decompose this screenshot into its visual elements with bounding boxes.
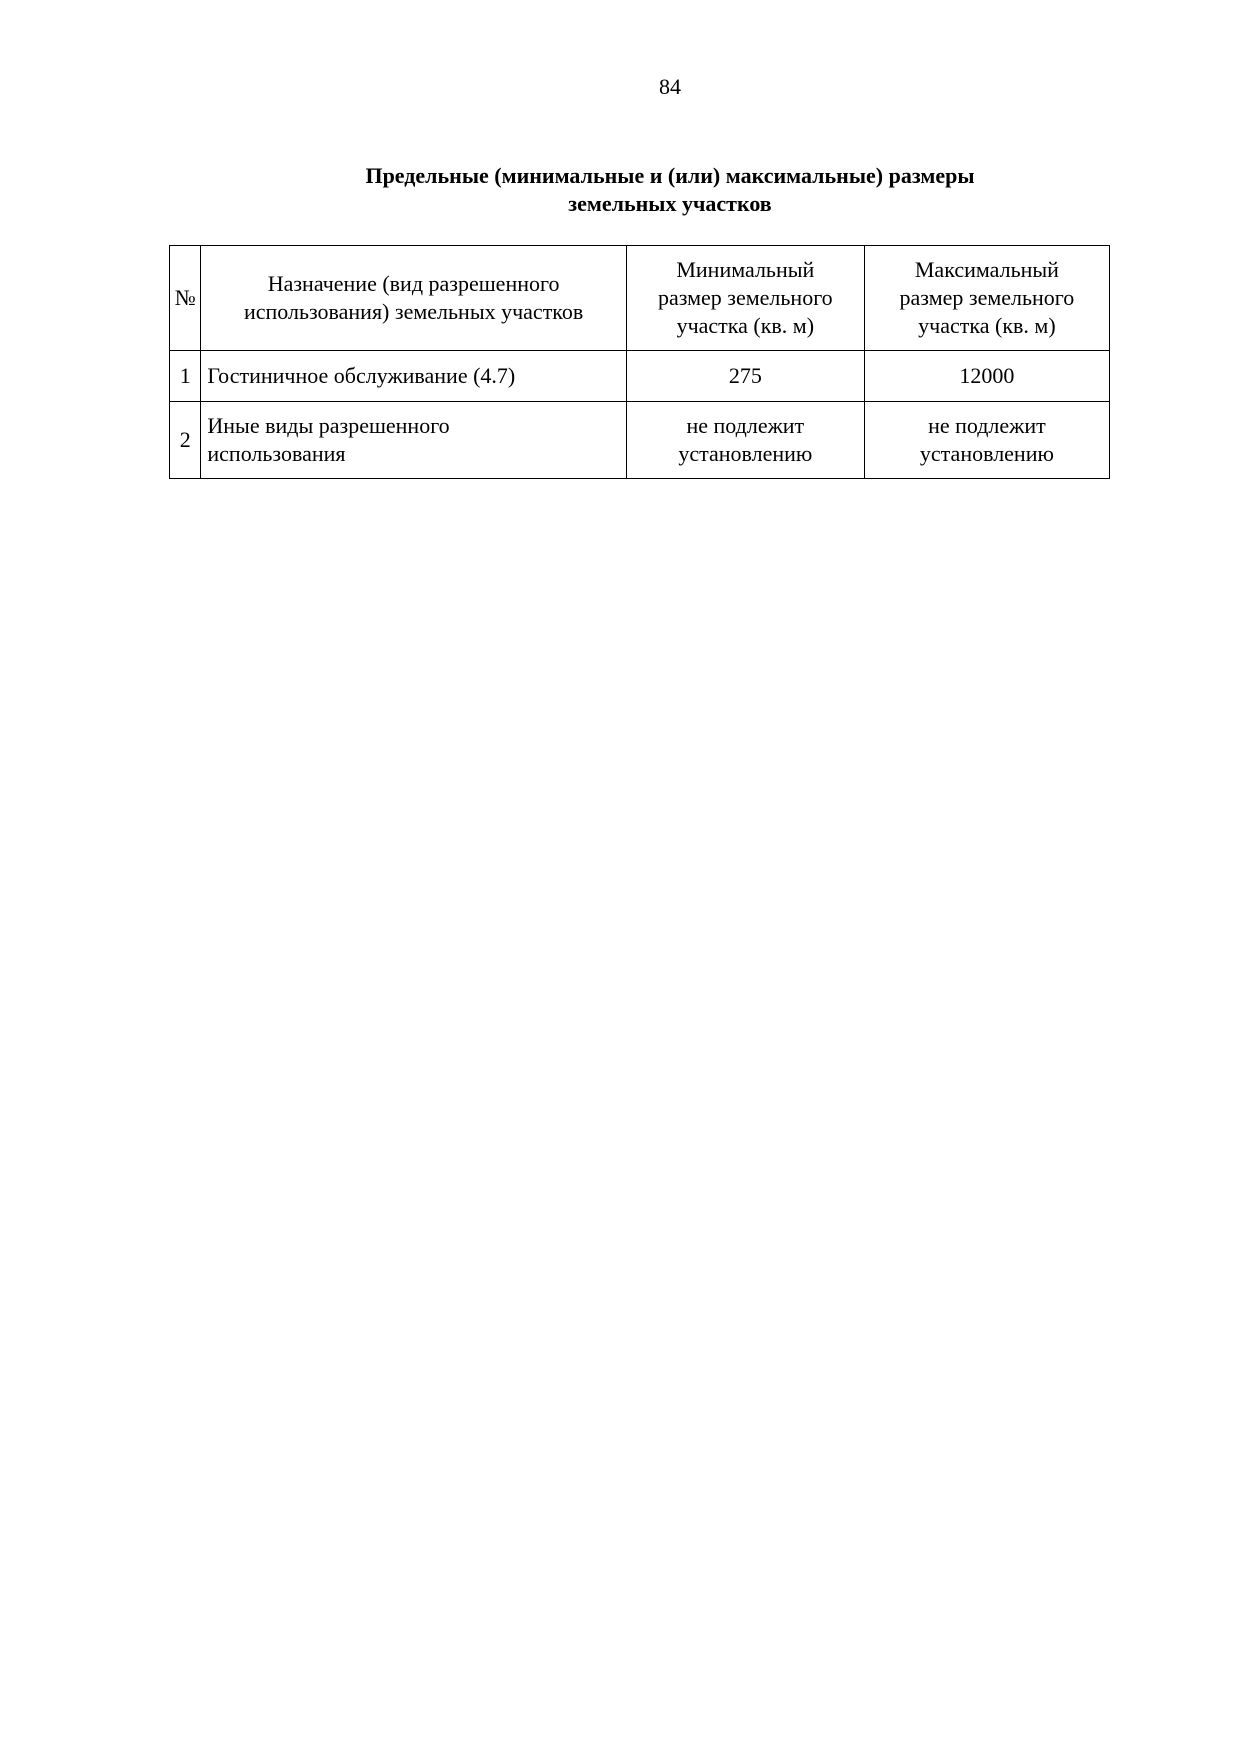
row-min-size <box>626 402 864 479</box>
header-max-line: Максимальный <box>914 257 1059 282</box>
row-number: 2 <box>170 402 201 479</box>
table-row <box>170 351 1110 402</box>
header-purpose-line: Назначение (вид разрешенного <box>267 271 560 296</box>
page-number: 84 <box>659 74 681 99</box>
row-max-size <box>864 402 1109 479</box>
row-max-line: не подлежит <box>928 413 1046 438</box>
header-max-line: размер земельного <box>899 285 1075 310</box>
row-purpose <box>201 402 626 479</box>
header-max-size <box>864 246 1109 351</box>
row-min-line: 275 <box>728 363 762 388</box>
land-plot-sizes-table <box>169 245 1110 479</box>
row-number: 1 <box>170 351 201 402</box>
header-min-line: Минимальный <box>676 257 815 282</box>
row-purpose-line: использования <box>207 441 346 466</box>
row-purpose-line: Гостиничное обслуживание (4.7) <box>207 363 516 388</box>
row-min-size <box>626 351 864 402</box>
table-header-row <box>170 246 1110 351</box>
header-purpose <box>201 246 626 351</box>
header-min-line: размер земельного <box>657 285 833 310</box>
document-title <box>0 162 1240 218</box>
row-purpose-line: Иные виды разрешенного <box>207 413 450 438</box>
header-purpose-line: использования) земельных участков <box>243 299 584 324</box>
row-purpose <box>201 351 626 402</box>
header-min-line: участка (кв. м) <box>676 313 815 338</box>
title-line-2: земельных участков <box>568 191 772 216</box>
header-number: № <box>170 246 201 351</box>
table-row <box>170 402 1110 479</box>
title-line-1: Предельные (минимальные и (или) максимальные) размеры <box>365 163 975 188</box>
header-max-line: участка (кв. м) <box>918 313 1056 338</box>
row-max-line: установлению <box>919 441 1054 466</box>
row-min-line: не подлежит <box>686 413 805 438</box>
row-max-line: 12000 <box>959 363 1015 388</box>
row-max-size <box>864 351 1109 402</box>
header-min-size <box>626 246 864 351</box>
row-min-line: установлению <box>678 441 813 466</box>
